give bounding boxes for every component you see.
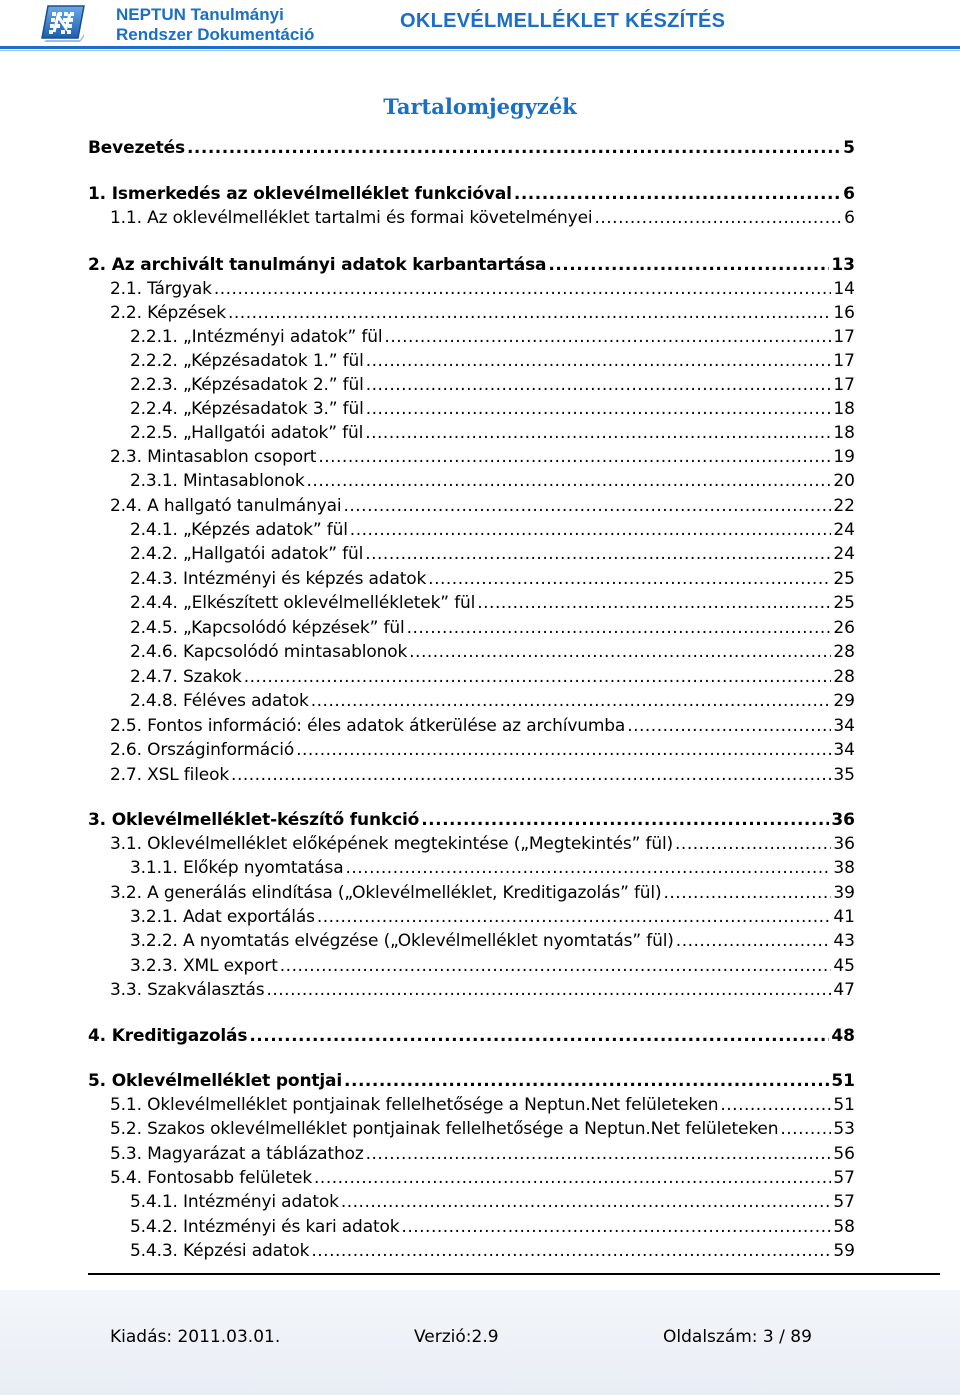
toc-entry[interactable]	[110, 493, 855, 517]
toc-leader-dots	[366, 374, 832, 396]
toc-leader-dots	[343, 495, 831, 517]
toc-heading: Tartalomjegyzék	[383, 94, 577, 119]
toc-entry-page: 14	[833, 279, 855, 299]
toc-entry-page: 28	[833, 642, 855, 662]
toc-leader-dots	[407, 617, 832, 639]
toc-entry-title: 2.2.5. „Hallgatói adatok” fül	[130, 423, 364, 443]
toc-entry-title: 2.4. A hallgató tanulmányai	[110, 496, 342, 516]
header-divider	[0, 46, 960, 49]
toc-entry-page: 17	[833, 375, 855, 395]
toc-entry-title: 2.4.7. Szakok	[130, 667, 242, 687]
toc-leader-dots	[366, 1143, 832, 1165]
toc-entry[interactable]	[88, 807, 855, 831]
toc-entry-page: 57	[833, 1192, 855, 1212]
toc-entry[interactable]	[110, 1116, 855, 1140]
toc-leader-dots	[187, 137, 841, 159]
toc-entry[interactable]	[130, 1189, 855, 1213]
toc-entry-page: 38	[833, 858, 855, 878]
toc-entry-title: 4. Kreditigazolás	[88, 1026, 248, 1046]
toc-entry[interactable]	[110, 444, 855, 468]
toc-leader-dots	[280, 955, 832, 977]
toc-entry-page: 26	[833, 618, 855, 638]
toc-leader-dots	[366, 398, 832, 420]
toc-entry[interactable]	[110, 977, 855, 1001]
toc-entry-page: 35	[833, 765, 855, 785]
toc-entry[interactable]	[88, 252, 855, 276]
toc-entry[interactable]	[130, 639, 855, 663]
toc-entry[interactable]	[110, 1092, 855, 1116]
toc-entry-page: 17	[833, 327, 855, 347]
toc-entry-page: 20	[833, 471, 855, 491]
toc-entry[interactable]	[130, 1238, 855, 1262]
toc-entry[interactable]	[130, 904, 855, 928]
toc-entry[interactable]	[130, 348, 855, 372]
toc-entry-page: 45	[833, 956, 855, 976]
toc-leader-dots	[317, 906, 832, 928]
toc-entry[interactable]	[130, 541, 855, 565]
toc-entry[interactable]	[130, 928, 855, 952]
toc-entry-title: 3. Oklevélmelléklet-készítő funkció	[88, 810, 420, 830]
toc-leader-dots	[720, 1094, 831, 1116]
toc-entry[interactable]	[88, 1023, 855, 1047]
toc-entry-title: 3.1.1. Előkép nyomtatása	[130, 858, 344, 878]
toc-leader-dots	[345, 857, 831, 879]
toc-entry[interactable]	[110, 880, 855, 904]
toc-entry-page: 25	[833, 593, 855, 613]
toc-leader-dots	[244, 666, 832, 688]
toc-entry-page: 59	[833, 1241, 855, 1261]
toc-leader-dots	[249, 1025, 829, 1047]
toc-entry-page: 41	[833, 907, 855, 927]
toc-entry-page: 25	[833, 569, 855, 589]
toc-entry-title: 5.3. Magyarázat a táblázathoz	[110, 1144, 364, 1164]
toc-entry[interactable]	[110, 831, 855, 855]
toc-entry[interactable]	[130, 372, 855, 396]
toc-entry-page: 16	[833, 303, 855, 323]
toc-entry[interactable]	[130, 953, 855, 977]
toc-leader-dots	[344, 1070, 829, 1092]
toc-leader-dots	[428, 568, 831, 590]
toc-leader-dots	[366, 350, 832, 372]
toc-entry[interactable]	[110, 300, 855, 324]
toc-entry-title: 3.2.1. Adat exportálás	[130, 907, 315, 927]
toc-entry[interactable]	[88, 181, 855, 205]
toc-leader-dots	[780, 1118, 831, 1140]
toc-entry-page: 18	[833, 423, 855, 443]
toc-entry-page: 18	[833, 399, 855, 419]
toc-entry-title: 2.5. Fontos információ: éles adatok átkerülése az archívumba	[110, 716, 626, 736]
toc-entry-page: 47	[833, 980, 855, 1000]
toc-entry-title: 3.3. Szakválasztás	[110, 980, 265, 1000]
toc-entry-title: 2.2.3. „Képzésadatok 2.” fül	[130, 375, 364, 395]
toc-entry-page: 28	[833, 667, 855, 687]
toc-leader-dots	[676, 930, 832, 952]
toc-entry-title: 2.4.6. Kapcsolódó mintasablonok	[130, 642, 408, 662]
toc-entry-title: 2.4.8. Féléves adatok	[130, 691, 309, 711]
brand-line-2: Rendszer Dokumentáció	[116, 25, 315, 44]
toc-entry-title: 2.4.2. „Hallgatói adatok” fül	[130, 544, 364, 564]
toc-entry-page: 36	[831, 810, 855, 830]
toc-entry-title: 2.4.3. Intézményi és képzés adatok	[130, 569, 427, 589]
toc-entry-title: 2.6. Országinformáció	[110, 740, 295, 760]
content-bottom-rule	[88, 1273, 940, 1275]
toc-leader-dots	[231, 764, 831, 786]
toc-leader-dots	[384, 326, 831, 348]
toc-entry-title: Bevezetés	[88, 138, 185, 158]
toc-entry-page: 13	[831, 255, 855, 275]
toc-entry-title: 2.4.5. „Kapcsolódó képzések” fül	[130, 618, 405, 638]
toc-entry-title: 2.1. Tárgyak	[110, 279, 212, 299]
toc-entry-page: 5	[843, 138, 855, 158]
toc-entry-page: 58	[833, 1217, 855, 1237]
header-divider-light	[0, 50, 960, 51]
toc-leader-dots	[514, 183, 841, 205]
toc-entry[interactable]	[130, 566, 855, 590]
toc-entry-title: 3.2.3. XML export	[130, 956, 278, 976]
toc-entry-page: 17	[833, 351, 855, 371]
toc-entry[interactable]	[130, 590, 855, 614]
toc-leader-dots	[409, 641, 831, 663]
toc-entry[interactable]	[130, 688, 855, 712]
toc-entry-page: 24	[833, 544, 855, 564]
toc-entry-page: 51	[833, 1095, 855, 1115]
toc-entry[interactable]	[130, 517, 855, 541]
toc-entry-page: 19	[833, 447, 855, 467]
toc-leader-dots	[318, 446, 831, 468]
toc-entry-page: 39	[833, 883, 855, 903]
toc-entry-page: 36	[833, 834, 855, 854]
footer-page-number: Oldalszám: 3 / 89	[663, 1327, 812, 1347]
toc-leader-dots	[266, 979, 831, 1001]
toc-entry-title: 2.2.4. „Képzésadatok 3.” fül	[130, 399, 364, 419]
toc-entry-title: 5.4.1. Intézményi adatok	[130, 1192, 339, 1212]
toc-entry-page: 57	[833, 1168, 855, 1188]
toc-entry[interactable]	[110, 762, 855, 786]
toc-leader-dots	[548, 254, 829, 276]
toc-entry[interactable]	[130, 420, 855, 444]
toc-leader-dots	[627, 715, 831, 737]
toc-entry[interactable]	[130, 855, 855, 879]
toc-leader-dots	[311, 690, 832, 712]
toc-entry-page: 51	[831, 1071, 855, 1091]
toc-leader-dots	[421, 809, 829, 831]
toc-entry[interactable]	[130, 468, 855, 492]
toc-entry[interactable]	[88, 135, 855, 159]
toc-leader-dots	[314, 1167, 831, 1189]
toc-entry[interactable]	[88, 1068, 855, 1092]
toc-entry-page: 48	[831, 1026, 855, 1046]
toc-entry-page: 34	[833, 716, 855, 736]
toc-entry-title: 2. Az archivált tanulmányi adatok karbantartása	[88, 255, 547, 275]
toc-entry[interactable]	[110, 205, 855, 229]
toc-entry-title: 2.4.1. „Képzés adatok” fül	[130, 520, 348, 540]
toc-leader-dots	[307, 470, 832, 492]
toc-entry-page: 6	[844, 208, 855, 228]
toc-leader-dots	[594, 207, 842, 229]
footer-version: Verzió:2.9	[414, 1327, 499, 1347]
toc-entry[interactable]	[130, 615, 855, 639]
toc-entry-title: 5.2. Szakos oklevélmelléklet pontjainak fellelhetősége a Neptun.Net felületeken	[110, 1119, 779, 1139]
toc-entry-title: 3.2. A generálás elindítása („Oklevélmelléklet, Kreditigazolás” fül)	[110, 883, 662, 903]
toc-entry-title: 2.2. Képzések	[110, 303, 226, 323]
toc-entry[interactable]	[130, 396, 855, 420]
toc-entry-title: 2.3.1. Mintasablonok	[130, 471, 305, 491]
toc-entry[interactable]	[130, 1214, 855, 1238]
toc-leader-dots	[664, 882, 832, 904]
toc-entry[interactable]	[110, 737, 855, 761]
toc-entry-title: 3.1. Oklevélmelléklet előképének megtekintése („Megtekintés” fül)	[110, 834, 674, 854]
toc-entry[interactable]	[130, 324, 855, 348]
brand-line-1: NEPTUN Tanulmányi	[116, 5, 284, 24]
toc-entry-page: 22	[833, 496, 855, 516]
toc-entry-page: 43	[833, 931, 855, 951]
toc-entry-page: 29	[833, 691, 855, 711]
toc-leader-dots	[350, 519, 832, 541]
toc-entry[interactable]	[110, 713, 855, 737]
toc-leader-dots	[401, 1216, 831, 1238]
toc-entry-title: 5.4.3. Képzési adatok	[130, 1241, 310, 1261]
toc-entry-title: 5.4. Fontosabb felületek	[110, 1168, 313, 1188]
toc-entry-title: 2.7. XSL fileok	[110, 765, 230, 785]
toc-entry-title: 2.2.2. „Képzésadatok 1.” fül	[130, 351, 364, 371]
toc-leader-dots	[477, 592, 831, 614]
toc-leader-dots	[365, 543, 831, 565]
toc-leader-dots	[675, 833, 831, 855]
toc-entry-title: 5.1. Oklevélmelléklet pontjainak fellelhetősége a Neptun.Net felületeken	[110, 1095, 719, 1115]
toc-entry-title: 5. Oklevélmelléklet pontjai	[88, 1071, 343, 1091]
toc-leader-dots	[296, 739, 831, 761]
toc-entry-title: 3.2.2. A nyomtatás elvégzése („Oklevélmelléklet nyomtatás” fül)	[130, 931, 674, 951]
toc-entry-title: 2.2.1. „Intézményi adatok” fül	[130, 327, 383, 347]
toc-entry-title: 2.3. Mintasablon csoport	[110, 447, 317, 467]
toc-entry-title: 1.1. Az oklevélmelléklet tartalmi és formai követelményei	[110, 208, 593, 228]
toc-entry[interactable]	[130, 664, 855, 688]
toc-entry[interactable]	[110, 1141, 855, 1165]
toc-entry[interactable]	[110, 276, 855, 300]
toc-entry-page: 34	[833, 740, 855, 760]
toc-entry-page: 6	[843, 184, 855, 204]
toc-entry-title: 2.4.4. „Elkészített oklevélmellékletek” fül	[130, 593, 476, 613]
toc-entry-title: 1. Ismerkedés az oklevélmelléklet funkcióval	[88, 184, 512, 204]
toc-leader-dots	[365, 422, 831, 444]
toc-leader-dots	[228, 302, 831, 324]
page-header	[0, 0, 960, 48]
toc-entry-page: 24	[833, 520, 855, 540]
toc-leader-dots	[311, 1240, 831, 1262]
document-title: OKLEVÉLMELLÉKLET KÉSZÍTÉS	[400, 10, 726, 32]
footer-issue-date: Kiadás: 2011.03.01.	[110, 1327, 281, 1347]
toc-leader-dots	[214, 278, 832, 300]
toc-entry-page: 56	[833, 1144, 855, 1164]
toc-entry-title: 5.4.2. Intézményi és kari adatok	[130, 1217, 400, 1237]
toc-entry[interactable]	[110, 1165, 855, 1189]
toc-entry-page: 53	[833, 1119, 855, 1139]
brand-name	[116, 5, 314, 45]
neptun-logo-icon	[40, 4, 86, 42]
toc-leader-dots	[341, 1191, 832, 1213]
